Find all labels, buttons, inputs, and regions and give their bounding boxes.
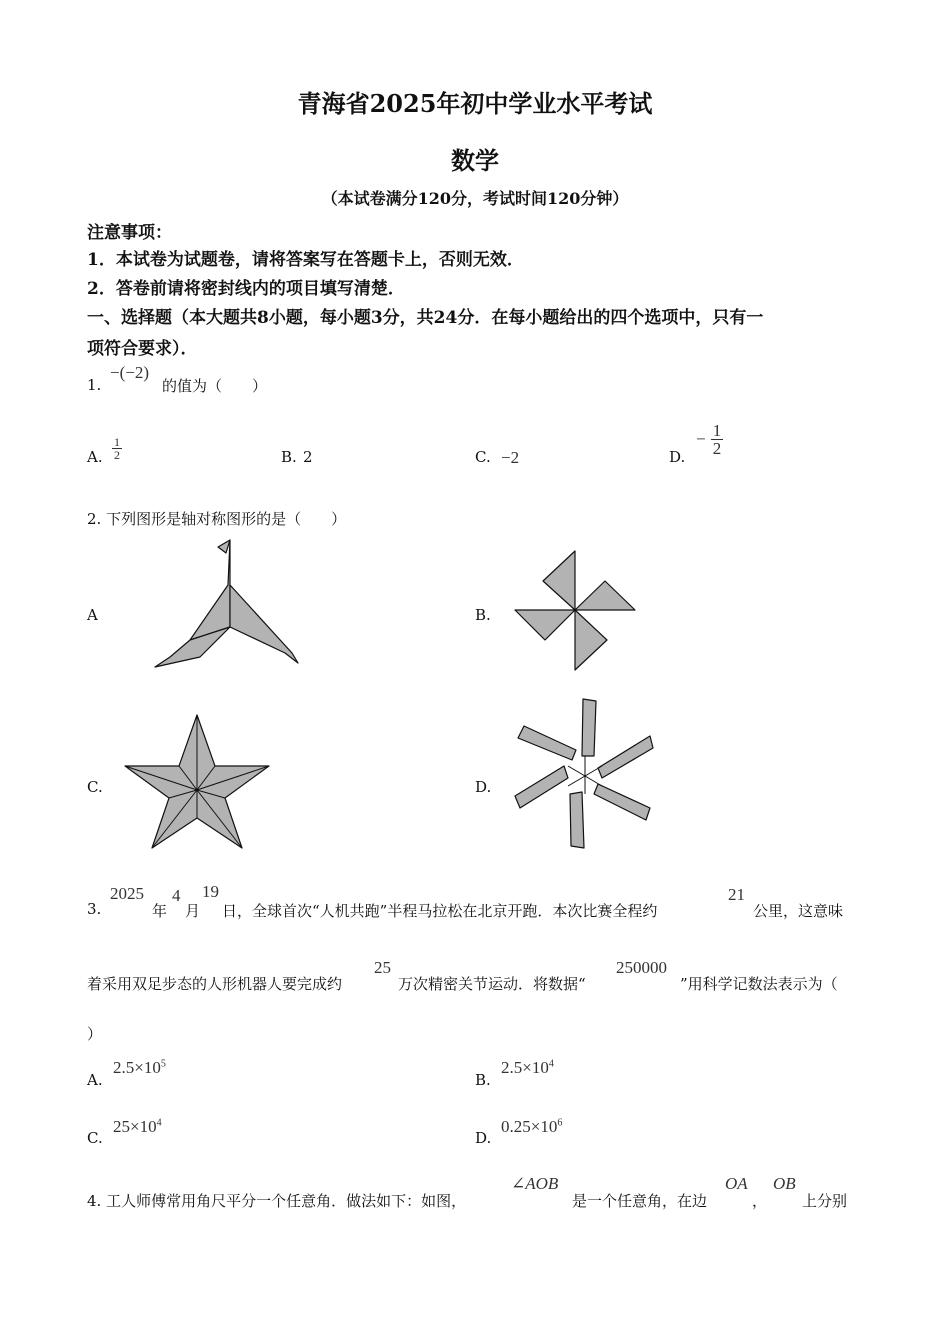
q2-option-c-label: C. [87,778,103,796]
q4-side-oa: OA [725,1174,748,1193]
q3-month: 4 [172,886,181,905]
q3-b-base: 2.5×10 [501,1058,549,1077]
q2-figure-b [510,548,640,673]
q1-a-numerator: 1 [114,435,120,449]
figure-d-bar-lower-left [515,766,568,808]
q3-word-year: 年 [152,902,168,920]
exam-note: （本试卷满分120分，考试时间120分钟） [321,189,629,208]
q1-option-d-label: D. [669,448,686,466]
q3-option-b-value [501,1058,554,1078]
q1-option-b-value: 2 [303,448,313,466]
q3-d-base: 0.25×10 [501,1117,558,1136]
q1-d-sign: − [696,429,706,449]
figure-b-blade-left [515,610,575,640]
q3-day: 19 [202,882,219,901]
q3-seg3: 着采用双足步态的人形机器人要完成约 [87,975,343,993]
q3-seg1: 日，全球首次“人机共跑”半程马拉松在北京开跑．本次比赛全程约 [222,902,658,920]
q3-word-month: 月 [185,902,201,920]
subject-title: 数学 [451,146,499,175]
q3-number-value: 250000 [616,958,667,977]
q2-figure-d [510,694,660,854]
figure-d-bar-lower-right [594,784,650,820]
q3-seg6: ） [87,1025,103,1043]
q1-option-c-value: −2 [501,448,520,467]
q4-seg1: 4. 工人师傅常用角尺平分一个任意角．做法如下：如图， [87,1192,467,1210]
q3-d-exponent: 6 [557,1117,563,1129]
q1-a-denominator: 2 [114,448,120,462]
q4-seg3: 上分别 [802,1192,848,1210]
q3-count: 25 [374,958,391,977]
q3-distance: 21 [728,885,745,904]
figure-a-blade-left [155,627,230,667]
q2-option-b-label: B. [475,606,491,624]
figure-d-bar-upper-right [598,736,653,778]
q3-a-exponent: 5 [160,1058,166,1070]
q3-option-c-value [113,1117,162,1137]
q2-option-d-label: D. [475,778,492,796]
q3-option-d-value [501,1117,562,1137]
notice-heading: 注意事项： [87,223,172,243]
figure-a-tip-top [218,540,230,553]
q1-d-denominator: 2 [712,439,722,458]
section-heading-line1: 一、选择题（本大题共8小题，每小题3分，共24分．在每小题给出的四个选项中，只有一 [87,308,764,328]
figure-b-blade-bottom [575,610,607,670]
q1-expression: −(−2) [110,363,149,382]
figure-a-blade-right [230,585,298,663]
q2-figure-c [120,710,272,854]
q3-b-exponent: 4 [548,1058,554,1070]
exam-title: 青海省2025年初中学业水平考试 [297,89,653,118]
q3-option-a-value [113,1058,166,1078]
q1-option-a-value [112,436,122,461]
q3-seg4: 万次精密关节运动．将数据“ [398,975,586,993]
q2-option-a-label: A [87,606,98,624]
figure-b-blade-top [543,551,575,610]
q3-option-d-label: D. [475,1129,492,1147]
q1-option-b-label: B. [281,448,297,466]
q1-option-c-label: C. [475,448,491,466]
q3-option-c-label: C. [87,1129,103,1147]
q1-option-d-value [696,422,723,457]
q1-number: 1. [87,376,102,394]
q3-number: 3. [87,900,102,918]
notice-item-1: 1．本试卷为试题卷，请将答案写在答题卡上，否则无效． [87,250,524,270]
q1-stem: 的值为（ ） [162,377,268,395]
q1-d-numerator: 1 [712,421,722,440]
q3-year: 2025 [110,884,144,903]
q4-angle: ∠AOB [511,1174,559,1193]
q3-seg2: 公里，这意味 [753,902,844,920]
q3-option-a-label: A. [87,1071,103,1089]
notice-item-2: 2．答卷前请将密封线内的项目填写清楚． [87,279,405,299]
figure-d-bar-upper-left [518,726,576,760]
figure-d-bar-bottom [570,792,584,848]
q4-seg2: 是一个任意角，在边 [572,1192,708,1210]
q2-figure-a [150,535,310,675]
figure-b-blade-right [575,581,635,610]
q3-a-base: 2.5×10 [113,1058,161,1077]
q3-option-b-label: B. [475,1071,491,1089]
figure-d-bar-top [582,699,596,756]
q2-stem: 2. 下列图形是轴对称图形的是（ ） [87,510,347,528]
q3-c-base: 25×10 [113,1117,157,1136]
figure-a-blade-top [190,540,230,640]
q1-option-a-label: A. [87,448,103,466]
section-heading-line2: 项符合要求）． [87,339,198,359]
q3-c-exponent: 4 [156,1117,162,1129]
q4-comma: ， [752,1192,768,1210]
q3-seg5: ”用科学记数法表示为（ [680,975,838,993]
q4-side-ob: OB [773,1174,796,1193]
